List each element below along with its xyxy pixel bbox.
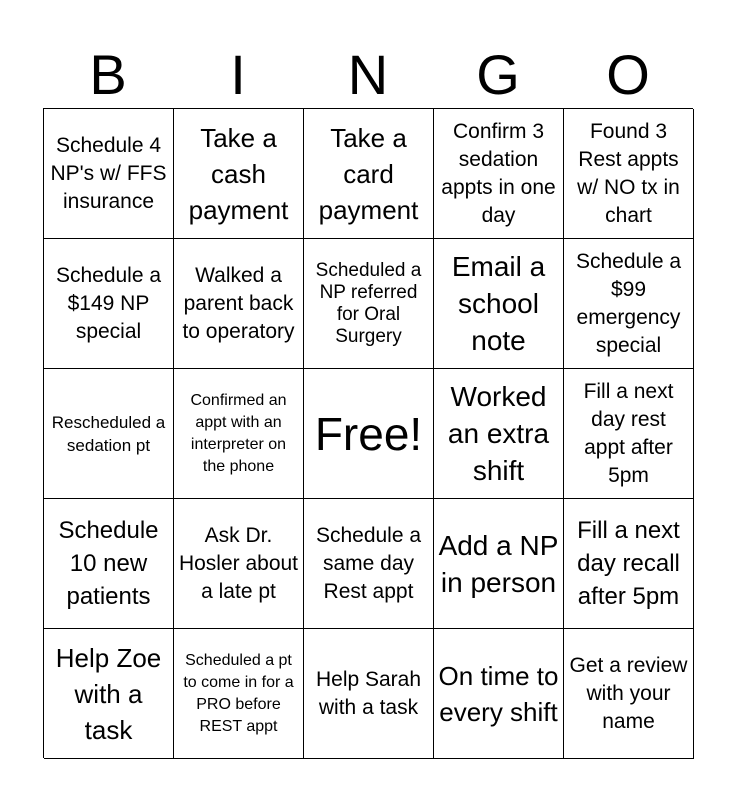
bingo-cell[interactable]	[564, 109, 694, 239]
bingo-cell[interactable]	[564, 369, 694, 499]
bingo-cell[interactable]	[564, 239, 694, 369]
bingo-card-grid	[43, 108, 693, 758]
bingo-cell-text: Found 3 Rest appts w/ NO tx in chart	[577, 119, 680, 227]
bingo-cell-text: Help Zoe with a task	[55, 642, 162, 745]
bingo-cell-text: Rescheduled a sedation pt	[51, 412, 166, 455]
bingo-cell[interactable]	[174, 109, 304, 239]
bingo-cell-text: Confirmed an appt with an interpreter on the phone	[190, 391, 287, 475]
bingo-cell[interactable]	[44, 499, 174, 629]
bingo-cell-text: Scheduled a NP referred for Oral Surgery	[315, 259, 422, 347]
bingo-cell-text: Take a cash payment	[188, 122, 289, 225]
bingo-cell-text: Schedule 4 NP's w/ FFS insurance	[50, 133, 167, 213]
bingo-cell[interactable]	[44, 369, 174, 499]
free-space-cell[interactable]	[304, 369, 434, 499]
bingo-cell[interactable]	[44, 239, 174, 369]
bingo-cell[interactable]	[434, 499, 564, 629]
header-letter-g: G	[476, 43, 520, 106]
header-letter-o: O	[606, 43, 650, 106]
bingo-cell-text: Fill a next day recall after 5pm	[577, 517, 680, 610]
bingo-cell-text: Email a school note	[451, 251, 546, 356]
header-letter-i: I	[230, 43, 246, 106]
bingo-cell[interactable]	[174, 239, 304, 369]
bingo-cell-text: Schedule a $149 NP special	[55, 263, 162, 343]
bingo-cell[interactable]	[564, 499, 694, 629]
free-space-text: Free!	[314, 407, 423, 460]
bingo-cell-text: Get a review with your name	[569, 653, 688, 733]
bingo-cell[interactable]	[44, 109, 174, 239]
header-letter-n: N	[347, 43, 389, 106]
bingo-cell-text: Schedule a same day Rest appt	[315, 523, 422, 603]
bingo-cell[interactable]	[174, 369, 304, 499]
bingo-cell-text: Confirm 3 sedation appts in one day	[441, 119, 556, 227]
bingo-cell[interactable]	[304, 499, 434, 629]
bingo-cell-text: Fill a next day rest appt after 5pm	[583, 379, 674, 487]
bingo-cell-text: Schedule a $99 emergency special	[575, 249, 682, 357]
header-letter-b: B	[89, 43, 127, 106]
bingo-cell-text: Ask Dr. Hosler about a late pt	[178, 523, 299, 603]
bingo-cell[interactable]	[304, 239, 434, 369]
bingo-cell[interactable]	[434, 629, 564, 759]
bingo-cell[interactable]	[434, 109, 564, 239]
bingo-cell[interactable]	[434, 369, 564, 499]
bingo-cell-text: On time to every shift	[438, 660, 559, 727]
bingo-cell[interactable]	[174, 499, 304, 629]
bingo-cell[interactable]	[304, 629, 434, 759]
bingo-cell-text: Take a card payment	[318, 122, 419, 225]
bingo-cell[interactable]	[564, 629, 694, 759]
bingo-header	[43, 42, 693, 108]
bingo-cell[interactable]	[304, 109, 434, 239]
bingo-cell-text: Schedule 10 new patients	[58, 517, 159, 610]
bingo-cell-text: Help Sarah with a task	[315, 667, 422, 719]
bingo-cell[interactable]	[174, 629, 304, 759]
bingo-cell[interactable]	[44, 629, 174, 759]
bingo-cell-text: Scheduled a pt to come in for a PRO before REST appt	[183, 651, 294, 735]
bingo-cell[interactable]	[434, 239, 564, 369]
bingo-cell-text: Worked an extra shift	[447, 381, 550, 486]
bingo-cell-text: Walked a parent back to operatory	[182, 263, 295, 343]
bingo-cell-text: Add a NP in person	[438, 529, 559, 598]
